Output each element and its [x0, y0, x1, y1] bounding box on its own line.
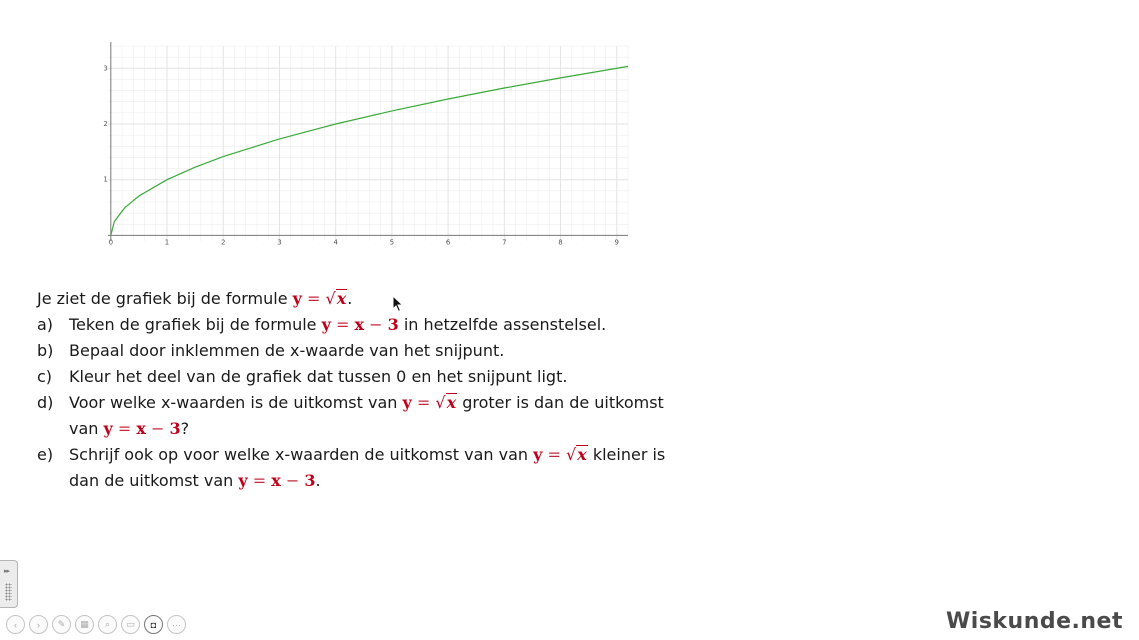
question-d [37, 390, 757, 442]
brand-logo: Wiskunde.net [946, 609, 1123, 634]
formula-x-minus-3: y = x − 3 [103, 419, 181, 438]
next-slide-button[interactable] [29, 615, 48, 634]
x-tick-label: 9 [614, 238, 619, 247]
prev-slide-icon: ‹ [14, 619, 17, 630]
question-text: Schrijf ook op voor welke x-waarden de uitkomst van van [69, 445, 534, 464]
question-text: dan de uitkomst van [69, 471, 239, 490]
y-tick-label: 3 [103, 64, 108, 73]
question-label: b) [37, 341, 54, 360]
question-text: ? [180, 419, 190, 438]
question-text: groter is dan de uitkomst [457, 393, 664, 412]
question-label: a) [37, 315, 54, 334]
expand-arrows-icon: ▸▸ [4, 568, 10, 575]
camera-icon: ◘ [150, 619, 157, 630]
x-tick-label: 0 [108, 238, 114, 247]
x-tick-label: 1 [164, 238, 170, 247]
zoom-icon: ⌕ [104, 619, 111, 629]
formula-sqrt-x: y = √x [292, 289, 347, 308]
more-options-button[interactable] [167, 615, 186, 634]
x-tick-label: 2 [221, 238, 226, 247]
question-label: c) [37, 367, 53, 386]
x-tick-label: 7 [502, 238, 507, 247]
next-slide-icon: › [37, 619, 40, 630]
subtitles-button[interactable] [121, 615, 140, 634]
sqrt-graph [96, 40, 636, 256]
x-tick-label: 3 [277, 238, 282, 247]
x-tick-label: 4 [333, 238, 338, 247]
question-text: Teken de grafiek bij de formule [69, 315, 322, 334]
intro-period: . [347, 289, 353, 308]
more-options-icon: ··· [172, 619, 181, 630]
question-text: van [69, 419, 104, 438]
sidebar-toggle[interactable] [0, 560, 18, 608]
x-tick-label: 8 [558, 238, 563, 247]
zoom-button[interactable] [98, 615, 117, 634]
question-label: e) [37, 445, 54, 464]
question-text: Voor welke x-waarden is de uitkomst van [69, 393, 403, 412]
formula-sqrt-x: y = √x [533, 445, 587, 464]
presentation-toolbar [6, 615, 186, 635]
camera-button[interactable] [144, 615, 163, 634]
question-b [37, 338, 757, 364]
formula-sqrt-x: y = √x [402, 393, 457, 412]
grip-icon [5, 583, 12, 601]
mouse-pointer-icon [392, 295, 404, 313]
question-text: in hetzelfde assenstelsel. [398, 315, 607, 334]
pen-icon: ✎ [57, 619, 66, 629]
slides-grid-icon: ▦ [80, 619, 89, 629]
pen-button[interactable] [52, 615, 71, 634]
question-c [37, 364, 757, 390]
question-text: Kleur het deel van de grafiek dat tussen 0 en het snijpunt ligt. [69, 367, 568, 386]
y-tick-label: 1 [103, 175, 108, 184]
question-text: kleiner is [587, 445, 666, 464]
x-tick-label: 6 [445, 238, 451, 247]
graph-panel [96, 40, 636, 256]
question-text: Bepaal door inklemmen de x-waarde van het snijpunt. [69, 341, 505, 360]
formula-x-minus-3: y = x − 3 [321, 315, 399, 334]
question-a [37, 312, 757, 338]
slides-grid-button[interactable] [75, 615, 94, 634]
formula-x-minus-3: y = x − 3 [238, 471, 316, 490]
subtitles-icon: ▭ [126, 619, 135, 629]
question-label: d) [37, 393, 54, 412]
question-e [37, 442, 757, 494]
intro-text: Je ziet de grafiek bij de formule [37, 289, 293, 308]
question-text: . [315, 471, 321, 490]
prev-slide-button[interactable] [6, 615, 25, 634]
x-tick-label: 5 [389, 238, 395, 247]
y-tick-label: 2 [103, 120, 108, 128]
exercise-text [37, 286, 757, 494]
